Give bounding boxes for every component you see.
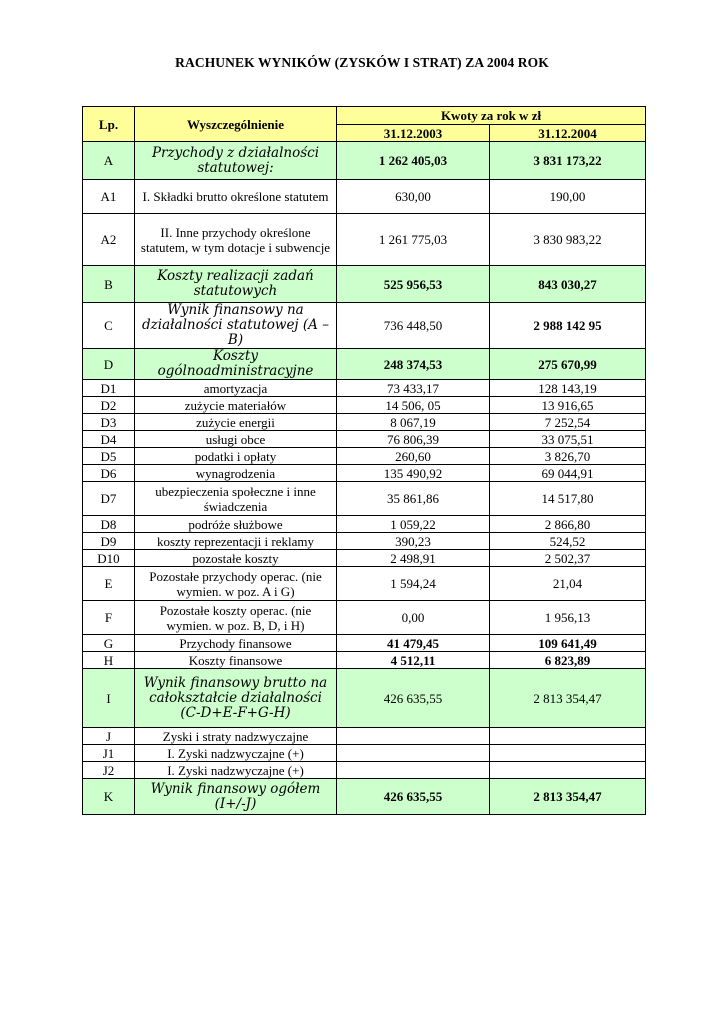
row-value-2004: 3 831 173,22 <box>490 142 646 180</box>
row-lp: D <box>83 349 135 380</box>
row-value-2003: 1 262 405,03 <box>337 142 490 180</box>
row-lp: D6 <box>83 465 135 482</box>
table-row <box>83 465 646 482</box>
row-value-2003: 4 512,11 <box>337 652 490 669</box>
row-value-2003: 426 635,55 <box>337 779 490 815</box>
row-description: II. Inne przychody określone statutem, w tym dotacje i subwencje <box>135 214 337 266</box>
row-value-2004: 6 823,89 <box>490 652 646 669</box>
row-value-2004: 69 044,91 <box>490 465 646 482</box>
row-lp: J <box>83 728 135 745</box>
table-row <box>83 601 646 635</box>
income-statement-table <box>82 106 646 815</box>
row-value-2003: 260,60 <box>337 448 490 465</box>
header-amounts: Kwoty za rok w zł <box>337 107 646 125</box>
row-value-2004: 275 670,99 <box>490 349 646 380</box>
row-value-2004 <box>490 728 646 745</box>
row-description: zużycie energii <box>135 414 337 431</box>
table-row <box>83 431 646 448</box>
row-description: Pozostałe przychody operac. (nie wymien. w poz. A i G) <box>135 567 337 601</box>
row-value-2003: 135 490,92 <box>337 465 490 482</box>
table-row <box>83 414 646 431</box>
row-value-2004 <box>490 762 646 779</box>
table-row <box>83 779 646 815</box>
row-value-2003 <box>337 745 490 762</box>
row-lp: C <box>83 303 135 349</box>
row-description: pozostałe koszty <box>135 550 337 567</box>
table-row <box>83 762 646 779</box>
row-description: Koszty ogólnoadministracyjne <box>135 349 337 380</box>
row-lp: I <box>83 669 135 728</box>
row-value-2003: 525 956,53 <box>337 266 490 303</box>
row-description: podróże służbowe <box>135 516 337 533</box>
table-row <box>83 652 646 669</box>
row-lp: D10 <box>83 550 135 567</box>
row-value-2003: 35 861,86 <box>337 482 490 516</box>
row-description: Wynik finansowy ogółem (I+/-J) <box>135 779 337 815</box>
row-lp: B <box>83 266 135 303</box>
row-value-2003 <box>337 728 490 745</box>
header-2003: 31.12.2003 <box>337 125 490 142</box>
row-value-2004: 524,52 <box>490 533 646 550</box>
row-value-2004: 14 517,80 <box>490 482 646 516</box>
row-value-2003: 8 067,19 <box>337 414 490 431</box>
table-row <box>83 303 646 349</box>
row-lp: D8 <box>83 516 135 533</box>
row-value-2003: 1 594,24 <box>337 567 490 601</box>
row-value-2004: 3 826,70 <box>490 448 646 465</box>
row-description: Pozostałe koszty operac. (nie wymien. w poz. B, D, i H) <box>135 601 337 635</box>
table-row <box>83 266 646 303</box>
row-lp: D9 <box>83 533 135 550</box>
row-value-2003: 390,23 <box>337 533 490 550</box>
row-value-2004: 3 830 983,22 <box>490 214 646 266</box>
row-value-2003: 736 448,50 <box>337 303 490 349</box>
row-value-2004: 7 252,54 <box>490 414 646 431</box>
row-value-2004: 2 813 354,47 <box>490 669 646 728</box>
row-value-2004: 33 075,51 <box>490 431 646 448</box>
row-value-2004: 128 143,19 <box>490 380 646 397</box>
table-row <box>83 214 646 266</box>
row-description: ubezpieczenia społeczne i inne świadczenia <box>135 482 337 516</box>
row-description: Przychody z działalności statutowej: <box>135 142 337 180</box>
row-lp: E <box>83 567 135 601</box>
row-description: I. Zyski nadzwyczajne (+) <box>135 762 337 779</box>
table-row <box>83 142 646 180</box>
row-lp: J2 <box>83 762 135 779</box>
row-value-2003: 630,00 <box>337 180 490 214</box>
table-row <box>83 635 646 652</box>
table-row <box>83 380 646 397</box>
table-row <box>83 745 646 762</box>
row-value-2003: 1 059,22 <box>337 516 490 533</box>
row-description: Zyski i straty nadzwyczajne <box>135 728 337 745</box>
table-row <box>83 669 646 728</box>
document-title: RACHUNEK WYNIKÓW (ZYSKÓW I STRAT) ZA 2004 ROK <box>175 55 549 70</box>
row-lp: A <box>83 142 135 180</box>
row-value-2004: 1 956,13 <box>490 601 646 635</box>
table-row <box>83 567 646 601</box>
row-value-2004: 190,00 <box>490 180 646 214</box>
row-value-2004: 843 030,27 <box>490 266 646 303</box>
row-description: Przychody finansowe <box>135 635 337 652</box>
row-description: podatki i opłaty <box>135 448 337 465</box>
row-description: Wynik finansowy na działalności statutowej (A – B) <box>135 303 337 349</box>
row-value-2004: 109 641,49 <box>490 635 646 652</box>
row-description: Koszty realizacji zadań statutowych <box>135 266 337 303</box>
row-description: wynagrodzenia <box>135 465 337 482</box>
row-value-2004: 13 916,65 <box>490 397 646 414</box>
header-2004: 31.12.2004 <box>490 125 646 142</box>
table-row <box>83 180 646 214</box>
row-lp: K <box>83 779 135 815</box>
row-description: koszty reprezentacji i reklamy <box>135 533 337 550</box>
header-lp: Lp. <box>83 107 135 142</box>
table-row <box>83 349 646 380</box>
row-description: I. Zyski nadzwyczajne (+) <box>135 745 337 762</box>
row-lp: D2 <box>83 397 135 414</box>
row-description: Koszty finansowe <box>135 652 337 669</box>
row-value-2003: 76 806,39 <box>337 431 490 448</box>
row-description: amortyzacja <box>135 380 337 397</box>
row-description: Wynik finansowy brutto na całokształcie działalności (C-D+E-F+G-H) <box>135 669 337 728</box>
row-value-2003: 426 635,55 <box>337 669 490 728</box>
row-lp: D1 <box>83 380 135 397</box>
row-value-2004: 2 866,80 <box>490 516 646 533</box>
table-row <box>83 550 646 567</box>
row-value-2003: 73 433,17 <box>337 380 490 397</box>
row-description: usługi obce <box>135 431 337 448</box>
table-row <box>83 533 646 550</box>
row-lp: D3 <box>83 414 135 431</box>
table-row <box>83 728 646 745</box>
row-lp: D4 <box>83 431 135 448</box>
row-lp: J1 <box>83 745 135 762</box>
row-value-2004: 2 502,37 <box>490 550 646 567</box>
row-description: I. Składki brutto określone statutem <box>135 180 337 214</box>
table-row <box>83 482 646 516</box>
row-lp: D7 <box>83 482 135 516</box>
row-value-2004: 21,04 <box>490 567 646 601</box>
table-row <box>83 516 646 533</box>
row-value-2003: 248 374,53 <box>337 349 490 380</box>
row-lp: H <box>83 652 135 669</box>
row-lp: A2 <box>83 214 135 266</box>
header-description: Wyszczególnienie <box>135 107 337 142</box>
row-value-2003 <box>337 762 490 779</box>
table-row <box>83 397 646 414</box>
row-value-2003: 2 498,91 <box>337 550 490 567</box>
row-lp: D5 <box>83 448 135 465</box>
row-lp: G <box>83 635 135 652</box>
table-row <box>83 448 646 465</box>
row-value-2004 <box>490 745 646 762</box>
row-value-2004: 2 813 354,47 <box>490 779 646 815</box>
row-value-2004: 2 988 142 95 <box>490 303 646 349</box>
row-lp: F <box>83 601 135 635</box>
row-description: zużycie materiałów <box>135 397 337 414</box>
row-lp: A1 <box>83 180 135 214</box>
row-value-2003: 1 261 775,03 <box>337 214 490 266</box>
row-value-2003: 0,00 <box>337 601 490 635</box>
row-value-2003: 41 479,45 <box>337 635 490 652</box>
row-value-2003: 14 506, 05 <box>337 397 490 414</box>
